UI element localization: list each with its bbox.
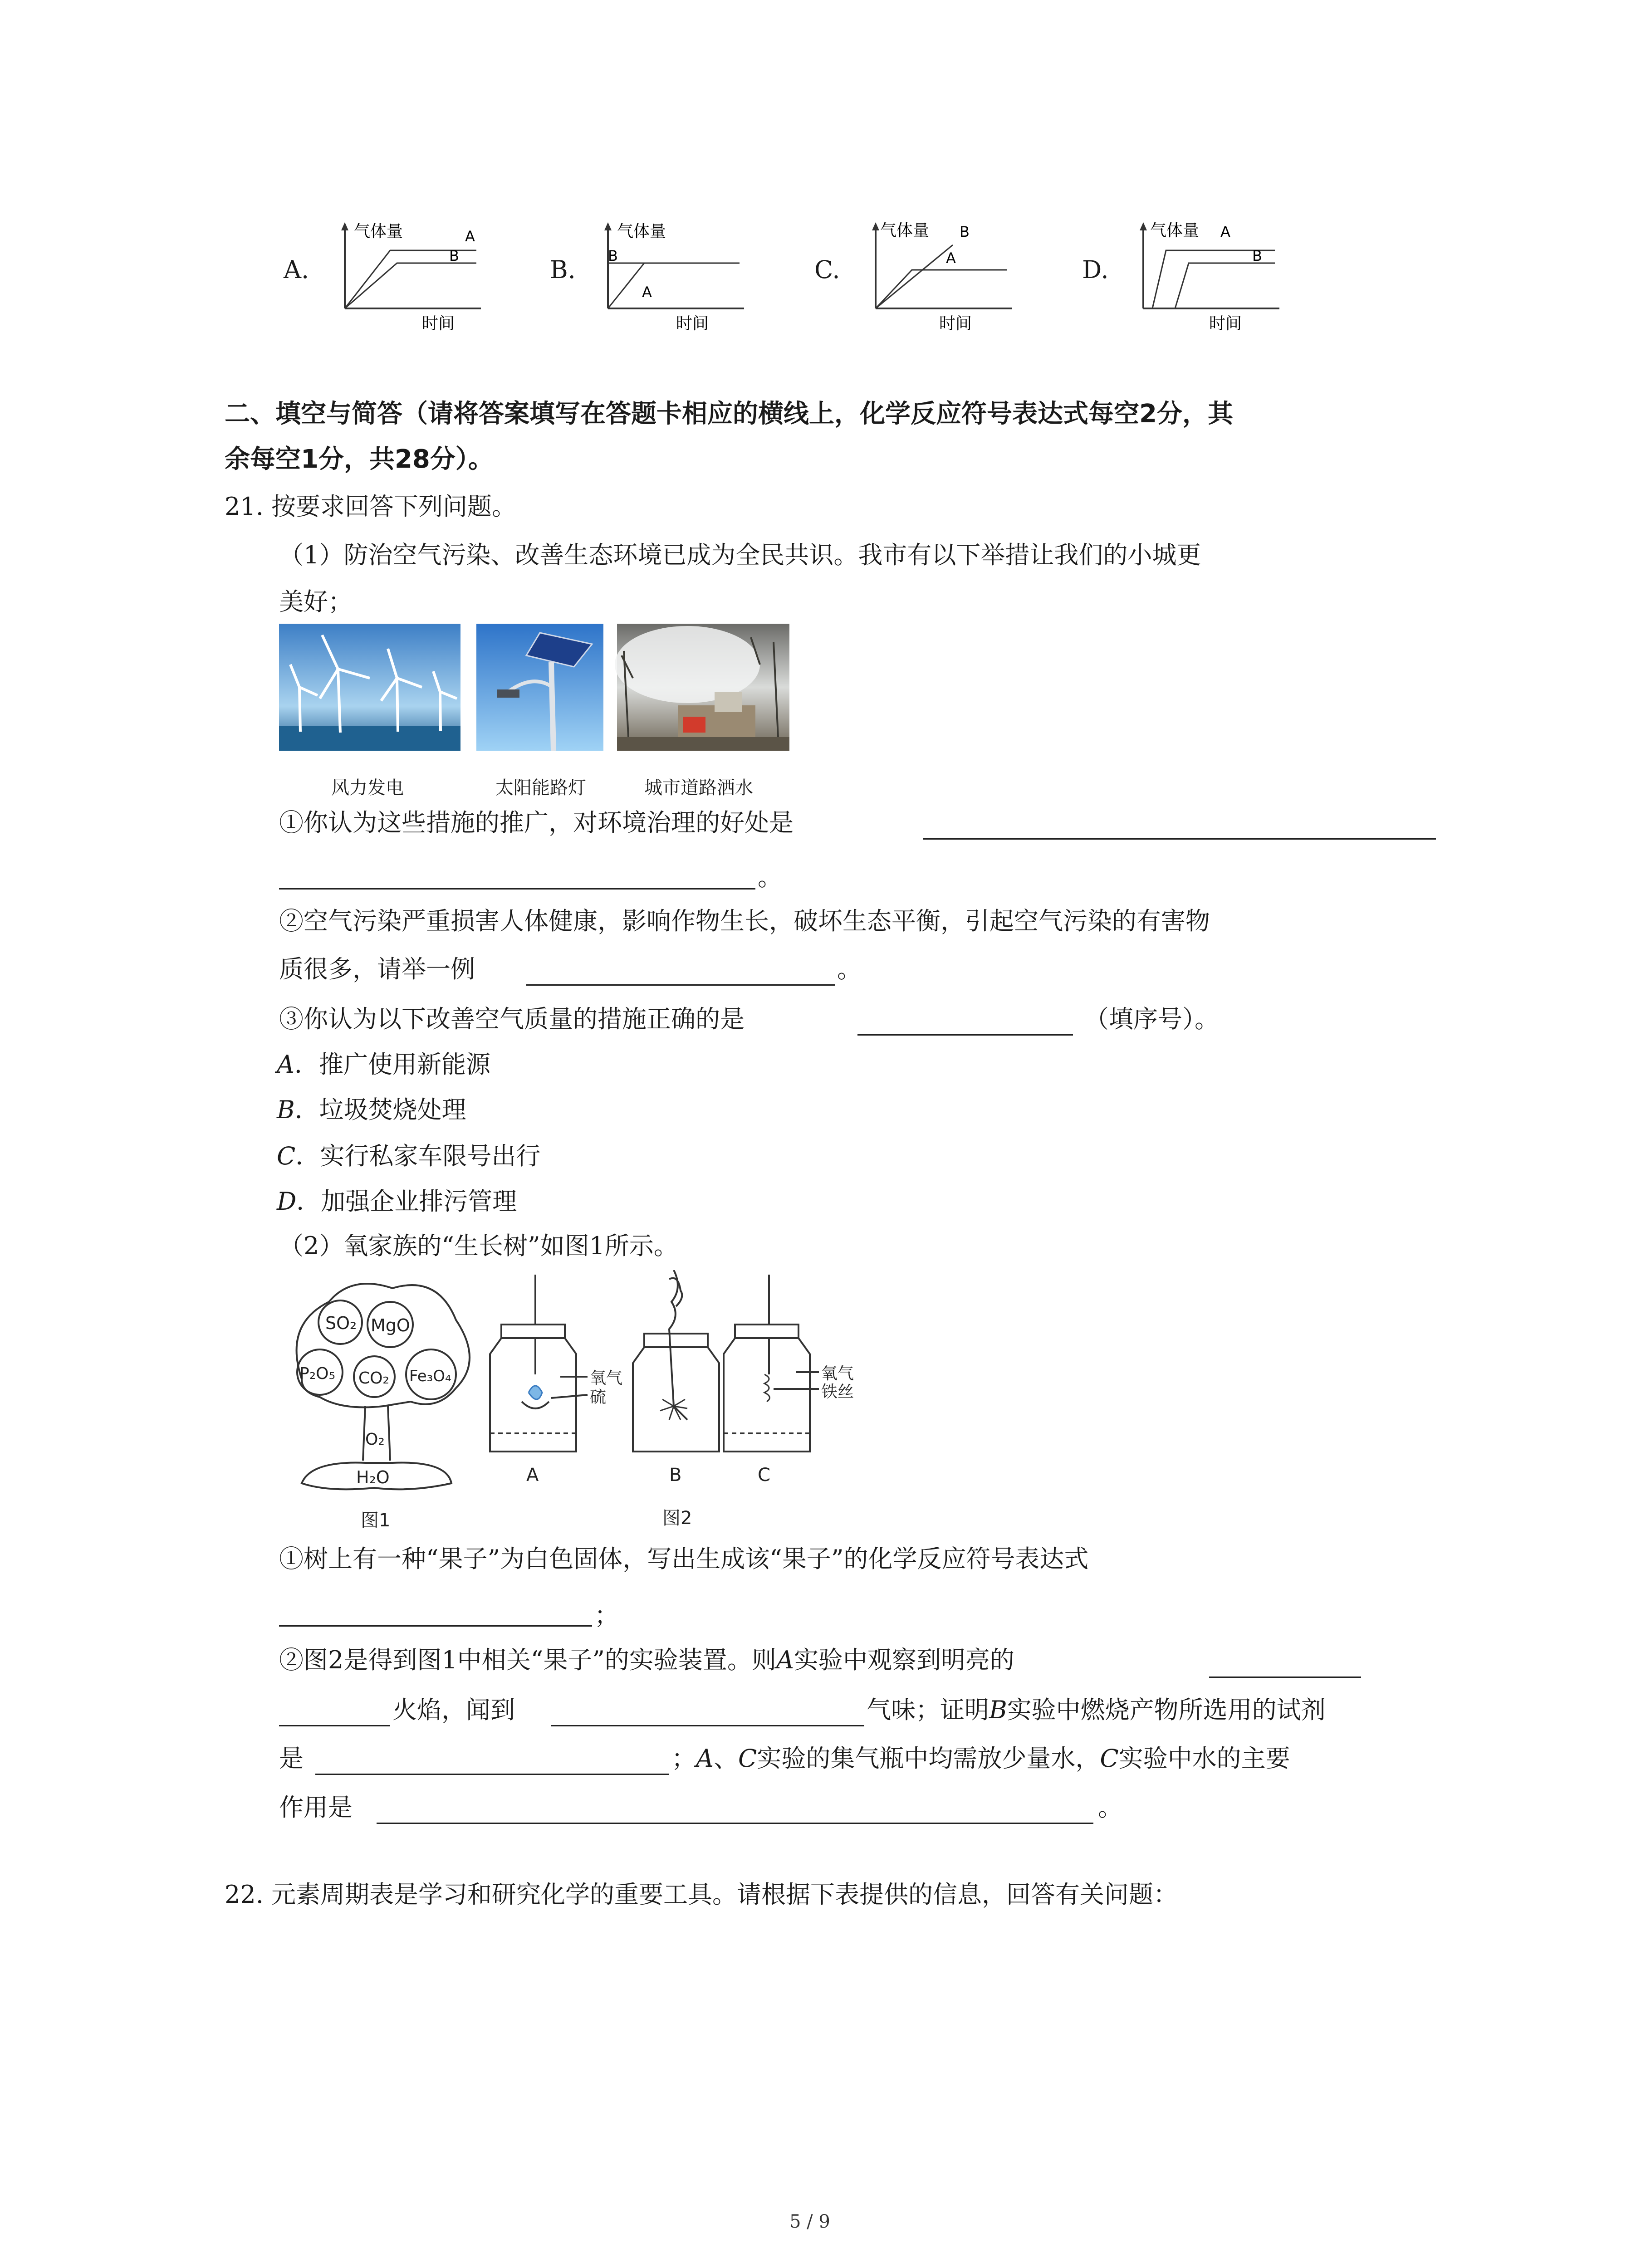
- road-sprinkling-photo: [615, 624, 789, 751]
- graph-d-x-label: 时间: [1209, 314, 1242, 333]
- graph-option-c-label: C.: [814, 255, 840, 284]
- figure-1-caption: 图1: [361, 1510, 391, 1531]
- tree-root-h2o: H₂O: [356, 1467, 390, 1487]
- q21-tree-sub2-blank-3[interactable]: [315, 1752, 669, 1775]
- graph-a-curve-b: B: [449, 247, 459, 264]
- q21-option-b: B．垃圾焚烧处理: [277, 1095, 466, 1124]
- q21-tree-sub2-blank-2[interactable]: [551, 1703, 864, 1726]
- apparatus-a: [490, 1275, 588, 1452]
- figure-oxygen-family: [274, 1270, 901, 1533]
- q21-tree-sub2-blank-1b[interactable]: [279, 1703, 390, 1726]
- graph-b-curve-a: A: [642, 284, 652, 301]
- q21-sub2-line-1: ②空气污染严重损害人体健康，影响作物生长，破坏生态平衡，引起空气污染的有害物: [279, 907, 1210, 935]
- q21-part1-line-1: （1）防治空气污染、改善生态环境已成为全民共识。我市有以下举措让我们的小城更: [279, 541, 1201, 569]
- q21-sub3-text: ③你认为以下改善空气质量的措施正确的是: [279, 1005, 745, 1033]
- q21-tree-sub2-line-2-tail: 气味；证明B实验中燃烧产物所选用的试剂: [867, 1696, 1326, 1724]
- figure-2-caption: 图2: [662, 1508, 692, 1529]
- apparatus-b-label: B: [669, 1465, 682, 1486]
- q21-tree-sub2-line-1: ②图2是得到图1中相关“果子”的实验装置。则A实验中观察到明亮的: [279, 1646, 1014, 1674]
- graph-d-curve-a: A: [1220, 223, 1230, 240]
- graph-a-x-label: 时间: [422, 314, 455, 333]
- apparatus-b: [633, 1270, 719, 1452]
- q21-tree-sub2-end: 。: [1098, 1793, 1122, 1822]
- photo-caption-wind: 风力发电: [331, 777, 404, 798]
- tree-fruit-mgo: MgO: [371, 1315, 410, 1335]
- graph-d-y-label: 气体量: [1150, 221, 1200, 240]
- apparatus-c-substance: 铁丝: [821, 1383, 854, 1401]
- graph-b-y-label: 气体量: [617, 222, 666, 241]
- graph-b-x-label: 时间: [676, 314, 709, 333]
- graph-a-y-label: 气体量: [354, 222, 403, 241]
- q21-tree-sub1-blank[interactable]: [279, 1603, 592, 1627]
- graph-d: [1130, 218, 1293, 336]
- tree-fruit-p2o5: P₂O₅: [299, 1364, 335, 1383]
- graph-b: [594, 218, 758, 336]
- graph-a-curve-a: A: [465, 228, 475, 245]
- graph-option-a-label: A.: [284, 255, 309, 284]
- q21-tree-sub2-shi: 是: [279, 1744, 304, 1773]
- q21-option-d: D．加强企业排污管理: [277, 1187, 517, 1216]
- graph-c-y-label: 气体量: [880, 221, 930, 240]
- question-21-stem: 21. 按要求回答下列问题。: [225, 492, 517, 521]
- graph-c-x-label: 时间: [939, 314, 972, 333]
- photo-caption-solar: 太阳能路灯: [495, 777, 586, 798]
- q21-sub1-blank-2[interactable]: [279, 866, 755, 890]
- q21-tree-sub2-zuoyong: 作用是: [279, 1793, 353, 1822]
- apparatus-a-substance: 硫: [590, 1388, 607, 1407]
- section-title-line-2: 余每空1分，共28分）。: [225, 445, 494, 474]
- q21-sub1-text: ①你认为这些措施的推广，对环境治理的好处是: [279, 808, 794, 837]
- q21-tree-sub2-blank-4[interactable]: [377, 1801, 1093, 1824]
- apparatus-c: [724, 1275, 819, 1452]
- apparatus-a-gas: 氧气: [590, 1369, 623, 1388]
- q21-part2-text: （2）氧家族的“生长树”如图1所示。: [279, 1232, 678, 1260]
- q21-sub3-blank[interactable]: [857, 1012, 1073, 1036]
- graph-option-b-label: B.: [550, 255, 576, 284]
- page-number: 5 / 9: [789, 2211, 830, 2232]
- q21-tree-sub2-line-3-tail: ；A、C实验的集气瓶中均需放少量水，C实验中水的主要: [671, 1744, 1290, 1773]
- graph-c-curve-a: A: [946, 249, 956, 267]
- tree-fruit-co2: CO₂: [358, 1369, 389, 1388]
- apparatus-c-label: C: [758, 1465, 770, 1486]
- graph-b-curve-b: B: [608, 247, 618, 264]
- q21-sub1-end: 。: [758, 863, 782, 891]
- q21-sub2-blank[interactable]: [526, 963, 835, 986]
- graph-c: [862, 218, 1025, 336]
- apparatus-c-gas: 氧气: [821, 1364, 854, 1383]
- q21-tree-sub1-end: ；: [594, 1601, 619, 1630]
- q21-tree-sub2-blank-1a[interactable]: [1209, 1655, 1361, 1678]
- graph-d-curve-b: B: [1252, 247, 1262, 264]
- q21-sub1-blank-1[interactable]: [923, 816, 1436, 840]
- tree-fruit-fe3o4: Fe₃O₄: [409, 1367, 451, 1385]
- tree-trunk-o2: O₂: [365, 1430, 385, 1449]
- wind-power-photo: [279, 624, 460, 751]
- q21-sub3-end: （填序号）。: [1084, 1005, 1219, 1033]
- solar-street-light-photo: [476, 624, 603, 751]
- photo-caption-sprinkling: 城市道路洒水: [644, 777, 753, 798]
- q21-tree-sub1-text: ①树上有一种“果子”为白色固体，写出生成该“果子”的化学反应符号表达式: [279, 1545, 1089, 1573]
- photos-row: [279, 624, 789, 755]
- section-title-line-1: 二、填空与简答（请将答案填写在答题卡相应的横线上，化学反应符号表达式每空2分，其: [225, 399, 1233, 429]
- q21-sub2-end: 。: [837, 955, 862, 983]
- graph-a: [331, 218, 495, 336]
- q21-option-c: C．实行私家车限号出行: [277, 1142, 541, 1170]
- tree-fruit-so2: SO₂: [325, 1313, 357, 1333]
- graph-option-d-label: D.: [1082, 255, 1109, 284]
- apparatus-a-label: A: [526, 1465, 539, 1486]
- graph-c-curve-b: B: [960, 223, 970, 240]
- question-22-stem: 22. 元素周期表是学习和研究化学的重要工具。请根据下表提供的信息，回答有关问题：: [225, 1880, 1178, 1909]
- q21-tree-sub2-flame-text: 火焰，闻到: [392, 1696, 515, 1724]
- q21-part1-line-2: 美好；: [279, 587, 353, 616]
- q21-option-a: A．推广使用新能源: [277, 1050, 490, 1079]
- q21-sub2-line-2: 质很多，请举一例: [279, 955, 475, 983]
